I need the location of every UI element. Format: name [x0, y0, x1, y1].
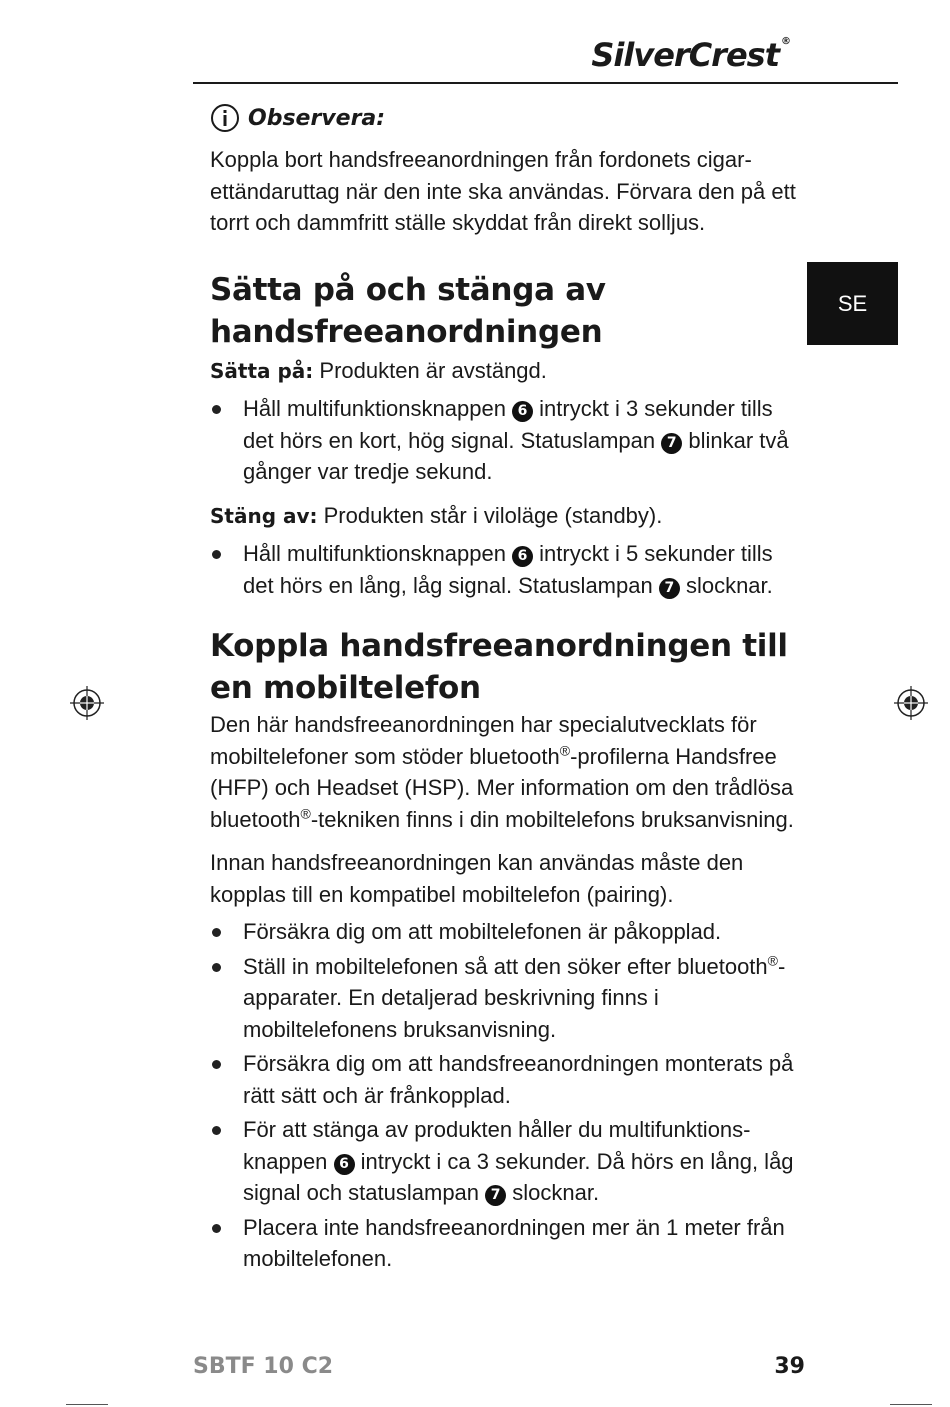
crop-mark: [66, 1404, 108, 1405]
note-text: Koppla bort handsfreeanordningen från fordonets cigarettändaruttag när den inte ska användas. Förvara den på ett torrt och dammfritt ställe skyddat från direkt solljus.: [210, 147, 796, 235]
power-on-list: [210, 393, 800, 488]
power-off-lead: Stäng av: Produkten står i viloläge (standby).: [210, 502, 663, 528]
list-item: Håll multifunktionsknappen 6 intryckt i 3 sekunder tills det hörs en kort, hög signal. Statuslampan 7 blinkar två gånger var tredje sekund.: [210, 393, 800, 488]
registration-mark-icon: [70, 686, 104, 720]
list-item: Försäkra dig om att handsfreeanordningen monterats på rätt sätt och är frånkopplad.: [210, 1048, 800, 1111]
info-icon: [210, 103, 240, 133]
note-title: Observera:: [248, 105, 386, 131]
list-item: För att stänga av produkten håller du multifunktionsknappen 6 intryckt i ca 3 sekunder. Då hörs en lång, låg signal och statuslampan 7 slocknar.: [210, 1114, 800, 1209]
callout-number: 6: [512, 401, 533, 422]
pairing-list: [210, 916, 800, 1275]
section-title-pairing: Koppla handsfreeanordningen till en mobiltelefon: [210, 628, 788, 706]
callout-number: 6: [334, 1154, 355, 1175]
registration-mark-icon: [894, 686, 928, 720]
page-number: 39: [774, 1354, 805, 1379]
language-tab: [807, 262, 898, 345]
list-item: Håll multifunktionsknappen 6 intryckt i 5 sekunder tills det hörs en lång, låg signal. Statuslampan 7 slocknar.: [210, 538, 800, 601]
section-title-power: Sätta på och stänga av handsfreeanordningen: [210, 271, 606, 350]
pairing-intro: Den här handsfreeanordningen har specialutvecklats för mobiltelefoner som stöder bluetooth®-profilerna Handsfree (HFP) och Headset (HSP). Mer information om den trådlösa bluetooth®-tekniken finns i din mobiltelefons bruksanvisning.: [210, 712, 794, 832]
note-heading: [210, 96, 800, 140]
brand-logo: SilverCrest ®: [591, 36, 790, 74]
callout-number: 7: [659, 578, 680, 599]
footer-model: SBTF 10 C2: [193, 1354, 334, 1379]
power-on-lead: Sätta på: Produkten är avstängd.: [210, 357, 547, 383]
page-content: [210, 96, 800, 1278]
language-tab-label: SE: [837, 290, 868, 316]
list-item: Ställ in mobiltelefonen så att den söker efter bluetooth®-apparater. En detaljerad beskrivning finns i mobiltelefonens bruksanvisning.: [210, 951, 800, 1046]
callout-number: 7: [485, 1185, 506, 1206]
callout-number: 7: [661, 433, 682, 454]
list-item: Placera inte handsfreeanordningen mer än 1 meter från mobiltelefonen.: [210, 1212, 800, 1275]
list-item: Försäkra dig om att mobiltelefonen är påkopplad.: [210, 916, 800, 948]
header-rule: [193, 82, 898, 84]
crop-mark: [890, 1404, 932, 1405]
power-off-list: [210, 538, 800, 601]
pairing-requirement: Innan handsfreeanordningen kan användas måste den kopplas till en kompatibel mobiltelefon (pairing).: [210, 850, 744, 907]
callout-number: 6: [512, 546, 533, 567]
